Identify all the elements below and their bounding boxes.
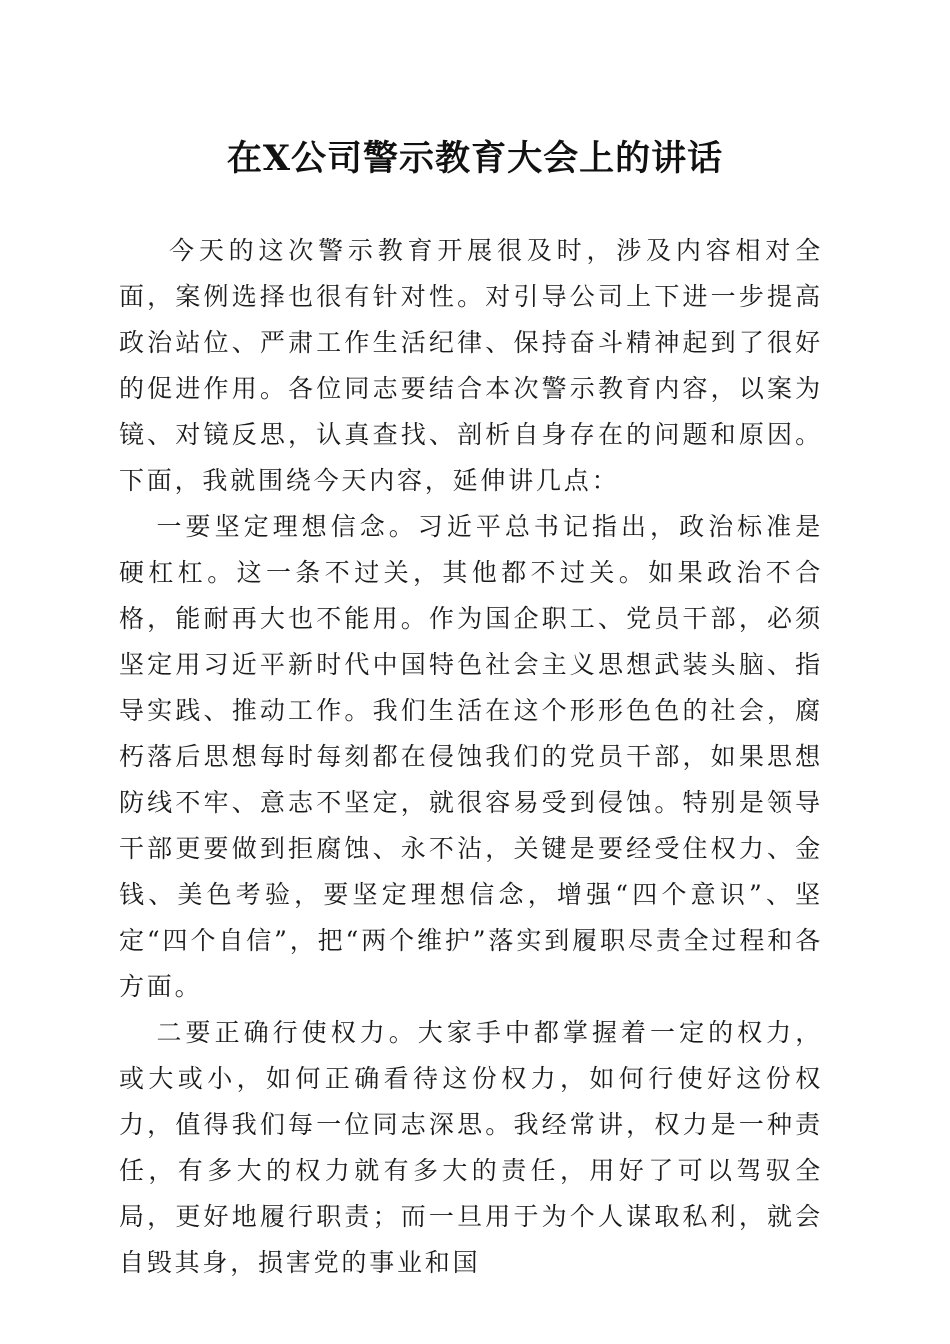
document-body <box>119 228 823 1286</box>
paragraph-intro: 今天的这次警示教育开展很及时，涉及内容相对全面，案例选择也很有针对性。对引导公司上下进一步提高政治站位、严肃工作生活纪律、保持奋斗精神起到了很好的促进作用。各位同志要结合本次警示教育内容，以案为镜、对镜反思，认真查找、剖析自身存在的问题和原因。下面，我就围绕今天内容，延伸讲几点： <box>119 236 823 495</box>
document-title: 在X公司警示教育大会上的讲话 <box>226 138 724 179</box>
paragraph-point-one: 一要坚定理想信念。习近平总书记指出，政治标准是硬杠杠。这一条不过关，其他都不过关。如果政治不合格，能耐再大也不能用。作为国企职工、党员干部，必须坚定用习近平新时代中国特色社会主义思想武装头脑、指导实践、推动工作。我们生活在这个形形色色的社会，腐朽落后思想每时每刻都在侵蚀我们的党员干部，如果思想防线不牢、意志不坚定，就很容易受到侵蚀。特别是领导干部更要做到拒腐蚀、永不沾，关键是要经受住权力、金钱、美色考验，要坚定理想信念，增强“四个意识”、坚定“四个自信”，把“两个维护”落实到履职尽责全过程和各方面。 <box>119 512 823 1001</box>
paragraph-point-two: 二要正确行使权力。大家手中都掌握着一定的权力，或大或小，如何正确看待这份权力，如何行使好这份权力，值得我们每一位同志深思。我经常讲，权力是一种责任，有多大的权力就有多大的责任，用好了可以驾驭全局，更好地履行职责；而一旦用于为个人谋取私利，就会自毁其身，损害党的事业和国 <box>119 1018 823 1277</box>
